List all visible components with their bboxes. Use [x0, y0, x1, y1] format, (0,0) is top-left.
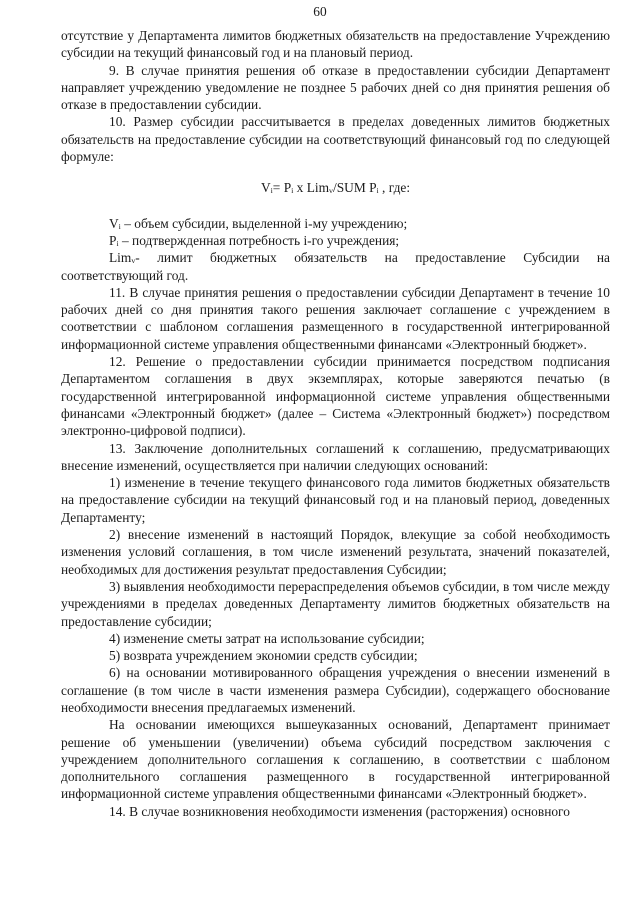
paragraph-10: 10. Размер субсидии рассчитывается в пределах доведенных лимитов бюджетных обязательств на предоставление субсидии на соответствующий финансовый год по следующей формуле: [61, 114, 610, 165]
paragraph-13-item-1: 1) изменение в течение текущего финансового года лимитов бюджетных обязательств на предоставление субсидии на текущий финансовый год и на плановый период, доведенных Департаменту; [61, 475, 610, 525]
paragraph-13-item-6: 6) на основании мотивированного обращения учреждения о внесении изменений в соглашение (в том числе в части изменения размера Субсидии), содержащего обоснование необходимости внесения предлагаемых изменений. [61, 665, 610, 715]
paragraph-9: 9. В случае принятия решения об отказе в предоставлении субсидии Департамент направляет учреждению уведомление не позднее 5 рабочих дней со дня принятия решения об отказе в предоставлении субсидии. [61, 62, 610, 113]
definition-p: Pᵢ – подтвержденная потребность i-го учреждения; [109, 232, 400, 248]
paragraph-13: 13. Заключение дополнительных соглашений к соглашению, предусматривающих внесение изменений, осуществляется при наличии следующих оснований: [61, 440, 610, 473]
paragraph-12: 12. Решение о предоставлении субсидии принимается посредством подписания Департаментом соглашения в двух экземплярах, которые заверяются печатью (в государственной интегрированной информационной системе управления общественными финансами «Электронный бюджет» (далее – Система «Электронный бюджет») посредством электронно-цифровой подписи). [61, 354, 610, 439]
paragraph-13-item-3: 3) выявления необходимости перераспределения объемов субсидии, в том числе между учреждениями в пределах доведенных Департаменту лимитов бюджетных обязательств на предоставление субсидии; [61, 578, 610, 629]
page-number: 60 [313, 4, 327, 19]
paragraph-13-item-2: 2) внесение изменений в настоящий Порядок, влекущие за собой необходимость изменения условий соглашения, в том числе изменений результата, значений показателей, необходимых для достижения результат предоставления Субсидии; [61, 527, 610, 577]
paragraph-11: 11. В случае принятия решения о предоставлении субсидии Департамент в течение 10 рабочих дней со дня принятия такого решения заключает соглашение с учреждением в соответствии с шаблоном соглашения размещенного в государственной интегрированной информационной системе управления общественными финансами «Электронный бюджет». [61, 284, 610, 352]
paragraph-13-item-5: 5) возврата учреждением экономии средств субсидии; [109, 648, 418, 664]
definition-lim: Limᵥ- лимит бюджетных обязательств на предоставление Субсидии на соответствующий год. [61, 250, 610, 283]
paragraph-14: 14. В случае возникновения необходимости изменения (расторжения) основного [109, 803, 570, 819]
paragraph-continuation: отсутствие у Департамента лимитов бюджетных обязательств на предоставление Учреждению субсидии на текущий финансовый год и на плановый период. [61, 28, 610, 61]
paragraph-13-item-4: 4) изменение сметы затрат на использование субсидии; [109, 630, 425, 646]
definition-v: Vᵢ – объем субсидии, выделенной i-му учреждению; [109, 215, 408, 231]
subsidy-formula: Vᵢ= Pᵢ x Limᵥ/SUM Pᵢ , где: [260, 180, 411, 196]
paragraph-13-basis: На основании имеющихся вышеуказанных оснований, Департамент принимает решение об уменьшении (увеличении) объема субсидий посредством заключения с учреждением дополнительного соглашения к соглашению, в соответствии с шаблоном дополнительного соглашения размещенного в государственной интегрированной информационной системе управления общественными финансами «Электронный бюджет». [61, 717, 610, 802]
document-body [61, 27, 610, 820]
